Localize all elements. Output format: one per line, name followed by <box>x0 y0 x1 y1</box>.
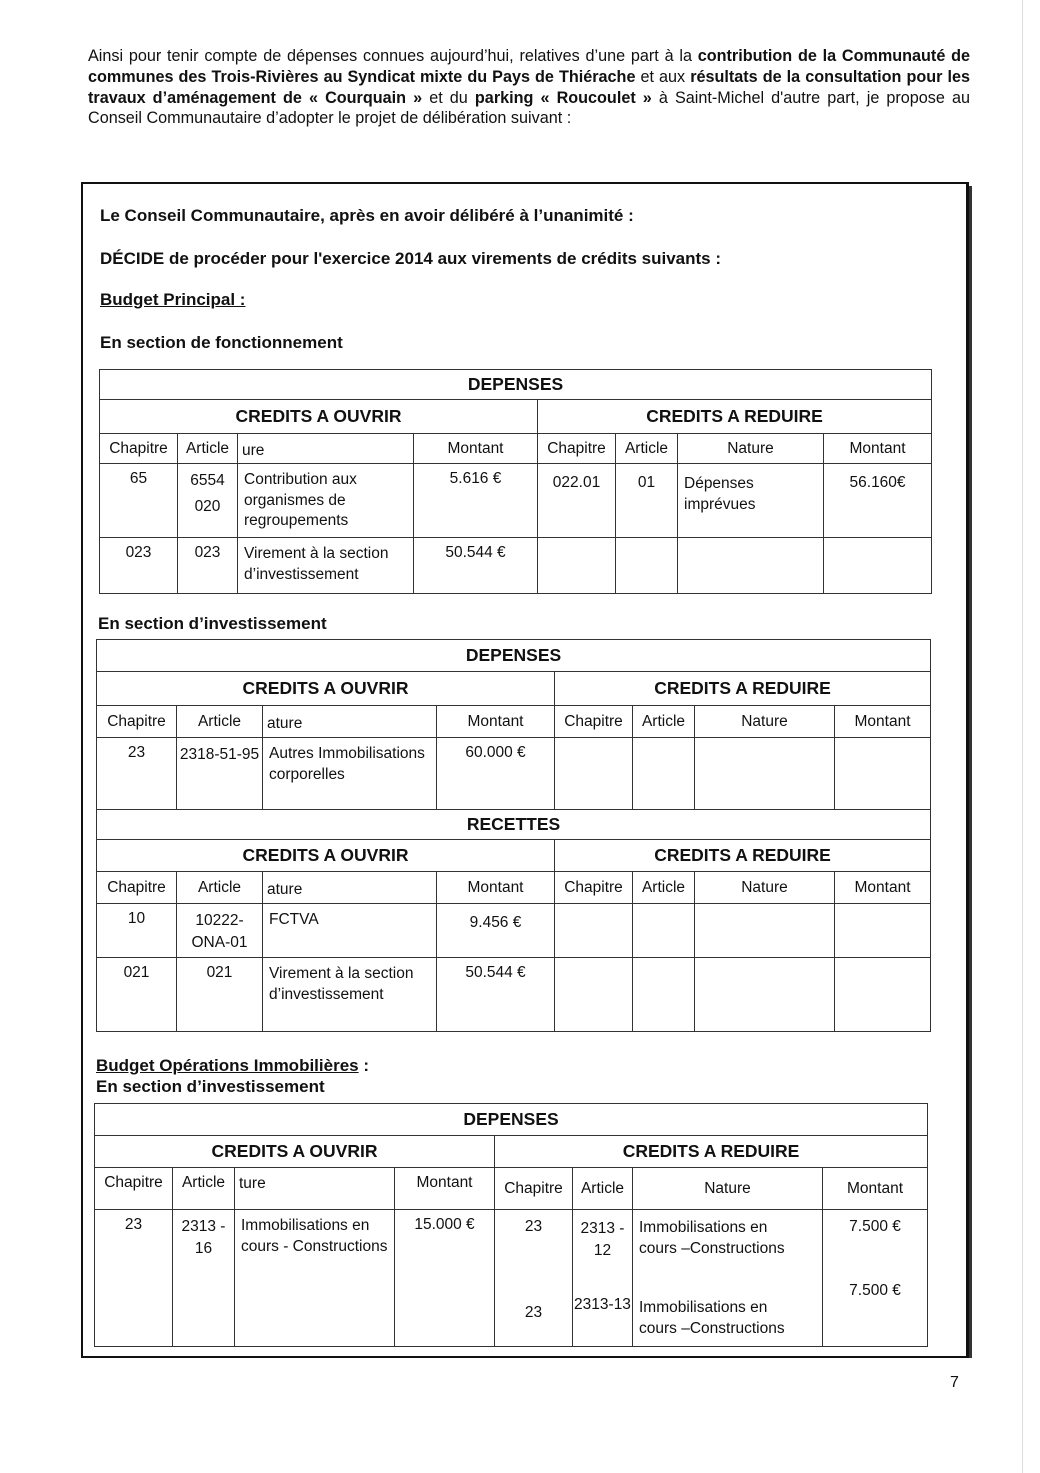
col-montant: Montant <box>835 872 931 904</box>
credits-ouvrir-header: CREDITS A OUVRIR <box>100 400 538 434</box>
cell-montant: 15.000 € <box>395 1210 495 1347</box>
cell-empty <box>678 538 824 594</box>
col-chapitre: Chapitre <box>97 872 177 904</box>
col-nature: Nature <box>678 434 824 464</box>
intro-text-1: Ainsi pour tenir compte de dépenses connues aujourd’hui, relatives d’une part à la <box>88 47 698 65</box>
depenses-header: DEPENSES <box>95 1104 928 1136</box>
cell-empty <box>633 904 695 958</box>
cell-nature: Autres Immobilisations corporelles <box>263 738 437 810</box>
credits-ouvrir-header: CREDITS A OUVRIR <box>97 672 555 706</box>
section-fonctionnement-heading: En section de fonctionnement <box>100 333 343 352</box>
cell-empty <box>616 538 678 594</box>
depenses-header: DEPENSES <box>100 370 932 400</box>
cell-empty <box>695 958 835 1032</box>
cell-article <box>178 464 238 538</box>
col-chapitre: Chapitre <box>555 706 633 738</box>
cell-chapitre: 23 <box>97 738 177 810</box>
cell-article: 023 <box>178 538 238 594</box>
budget-principal-heading: Budget Principal : <box>100 290 246 309</box>
deliberation-line-1: Le Conseil Communautaire, après en avoir délibéré à l’unanimité : <box>100 206 634 225</box>
col-article: Article <box>616 434 678 464</box>
credits-reduire-header: CREDITS A REDUIRE <box>538 400 932 434</box>
cell-article-line-2: 020 <box>194 498 221 515</box>
col-nature: Nature <box>633 1168 823 1210</box>
scan-edge-line <box>1022 0 1023 1473</box>
deliberation-line-2: DÉCIDE de procéder pour l'exercice 2014 aux virements de crédits suivants : <box>100 249 722 268</box>
cell-chapitre <box>495 1210 573 1347</box>
cell-chapitre-line-2: 23 <box>524 1304 543 1321</box>
col-article: Article <box>573 1168 633 1210</box>
recettes-header: RECETTES <box>97 810 931 840</box>
depenses-header: DEPENSES <box>97 640 931 672</box>
credits-reduire-header: CREDITS A REDUIRE <box>555 672 931 706</box>
cell-article <box>573 1210 633 1347</box>
cell-chapitre: 10 <box>97 904 177 958</box>
cell-article: 2313 - 16 <box>173 1210 235 1347</box>
cell-article: 2318-51-95 <box>177 738 263 810</box>
col-article: Article <box>177 706 263 738</box>
table-operations-immobilieres <box>94 1103 928 1347</box>
cell-montant <box>823 1210 928 1347</box>
cell-article-line-1: 6554 <box>190 472 225 489</box>
cell-empty <box>633 958 695 1032</box>
cell-nature <box>633 1210 823 1347</box>
col-chapitre: Chapitre <box>100 434 178 464</box>
intro-text-4: à Saint-Michel d'autre part, je propose au Conseil Communautaire d’adopter le projet de délibération suivant : <box>88 88 971 128</box>
cell-nature: Contribution aux organismes de regroupements <box>238 464 414 538</box>
credits-ouvrir-header: CREDITS A OUVRIR <box>97 840 555 872</box>
table-row <box>97 904 931 958</box>
col-montant: Montant <box>395 1168 495 1210</box>
cell-nature: Immobilisations en cours - Constructions <box>235 1210 395 1347</box>
col-montant: Montant <box>823 1168 928 1210</box>
intro-text-3: et du <box>422 88 475 107</box>
col-montant: Montant <box>824 434 932 464</box>
budget-oi-heading <box>96 1056 369 1076</box>
cell-article-line-2: 2313-13 <box>574 1296 631 1313</box>
cell-chapitre: 65 <box>100 464 178 538</box>
intro-text-2: et aux <box>635 67 691 86</box>
cell-montant-line-2: 7.500 € <box>849 1282 901 1299</box>
cell-article: 01 <box>616 464 678 538</box>
table-row <box>97 958 931 1032</box>
cell-empty <box>555 904 633 958</box>
cell-montant: 56.160€ <box>824 464 932 538</box>
col-chapitre: Chapitre <box>95 1168 173 1210</box>
intro-bold-1: contribution de la Communauté de communes des Trois-Rivières au Syndicat mixte du Pays de Thiérache <box>88 47 970 86</box>
table-row <box>100 464 932 538</box>
col-nature: Nature <box>695 872 835 904</box>
page-number: 7 <box>950 1374 959 1391</box>
cell-empty <box>835 738 931 810</box>
table-row <box>97 738 931 810</box>
table-row <box>100 538 932 594</box>
cell-article: 021 <box>177 958 263 1032</box>
credits-reduire-header: CREDITS A REDUIRE <box>495 1136 928 1168</box>
cell-article-line-1: 2313 - 12 <box>580 1220 625 1259</box>
cell-empty <box>824 538 932 594</box>
cell-montant: 50.544 € <box>414 538 538 594</box>
cell-article: 10222-ONA-01 <box>177 904 263 958</box>
cell-empty <box>695 904 835 958</box>
cell-chapitre: 023 <box>100 538 178 594</box>
col-article: Article <box>178 434 238 464</box>
col-chapitre: Chapitre <box>555 872 633 904</box>
cell-montant: 9.456 € <box>437 904 555 958</box>
cell-empty <box>835 904 931 958</box>
cell-nature-line-2: Immobilisations en cours –Constructions <box>639 1299 785 1337</box>
section-investissement-oi-heading: En section d’investissement <box>96 1077 325 1096</box>
cell-empty <box>695 738 835 810</box>
col-chapitre: Chapitre <box>97 706 177 738</box>
table-row <box>95 1210 928 1347</box>
cell-montant: 50.544 € <box>437 958 555 1032</box>
cell-chapitre: 23 <box>95 1210 173 1347</box>
frame-shadow <box>969 186 972 1358</box>
cell-montant-line-1: 7.500 € <box>849 1218 901 1235</box>
col-chapitre: Chapitre <box>495 1168 573 1210</box>
cell-empty <box>555 958 633 1032</box>
col-nature: Nature <box>695 706 835 738</box>
col-nature: ature <box>263 872 437 904</box>
col-article: Article <box>633 706 695 738</box>
cell-montant: 5.616 € <box>414 464 538 538</box>
col-montant: Montant <box>437 706 555 738</box>
col-montant: Montant <box>437 872 555 904</box>
cell-empty <box>835 958 931 1032</box>
cell-montant: 60.000 € <box>437 738 555 810</box>
col-article: Article <box>633 872 695 904</box>
section-investissement-heading: En section d’investissement <box>98 614 327 633</box>
cell-empty <box>538 538 616 594</box>
cell-nature-line-1: Immobilisations en cours –Constructions <box>639 1219 785 1257</box>
col-montant: Montant <box>835 706 931 738</box>
cell-chapitre: 022.01 <box>538 464 616 538</box>
intro-bold-3: parking « Roucoulet » <box>474 88 652 107</box>
credits-ouvrir-header: CREDITS A OUVRIR <box>95 1136 495 1168</box>
col-article: Article <box>177 872 263 904</box>
col-nature: ure <box>238 434 414 464</box>
table-fonctionnement <box>99 369 932 594</box>
credits-reduire-header: CREDITS A REDUIRE <box>555 840 931 872</box>
cell-nature: Virement à la section d’investissement <box>238 538 414 594</box>
col-article: Article <box>173 1168 235 1210</box>
cell-empty <box>633 738 695 810</box>
cell-nature: Virement à la section d’investissement <box>263 958 437 1032</box>
intro-bold-2: résultats de la consultation pour les travaux d’aménagement de « Courquain » <box>88 67 971 107</box>
table-investissement <box>96 639 931 1032</box>
cell-empty <box>555 738 633 810</box>
budget-oi-title: Budget Opérations Immobilières <box>96 1056 359 1075</box>
col-nature: ture <box>235 1168 395 1210</box>
intro-paragraph <box>88 46 970 129</box>
cell-nature: FCTVA <box>263 904 437 958</box>
col-montant: Montant <box>414 434 538 464</box>
col-chapitre: Chapitre <box>538 434 616 464</box>
cell-nature: Dépenses imprévues <box>678 464 824 538</box>
budget-oi-colon: : <box>358 1056 369 1075</box>
col-nature: ature <box>263 706 437 738</box>
cell-chapitre: 021 <box>97 958 177 1032</box>
cell-chapitre-line-1: 23 <box>524 1218 543 1235</box>
